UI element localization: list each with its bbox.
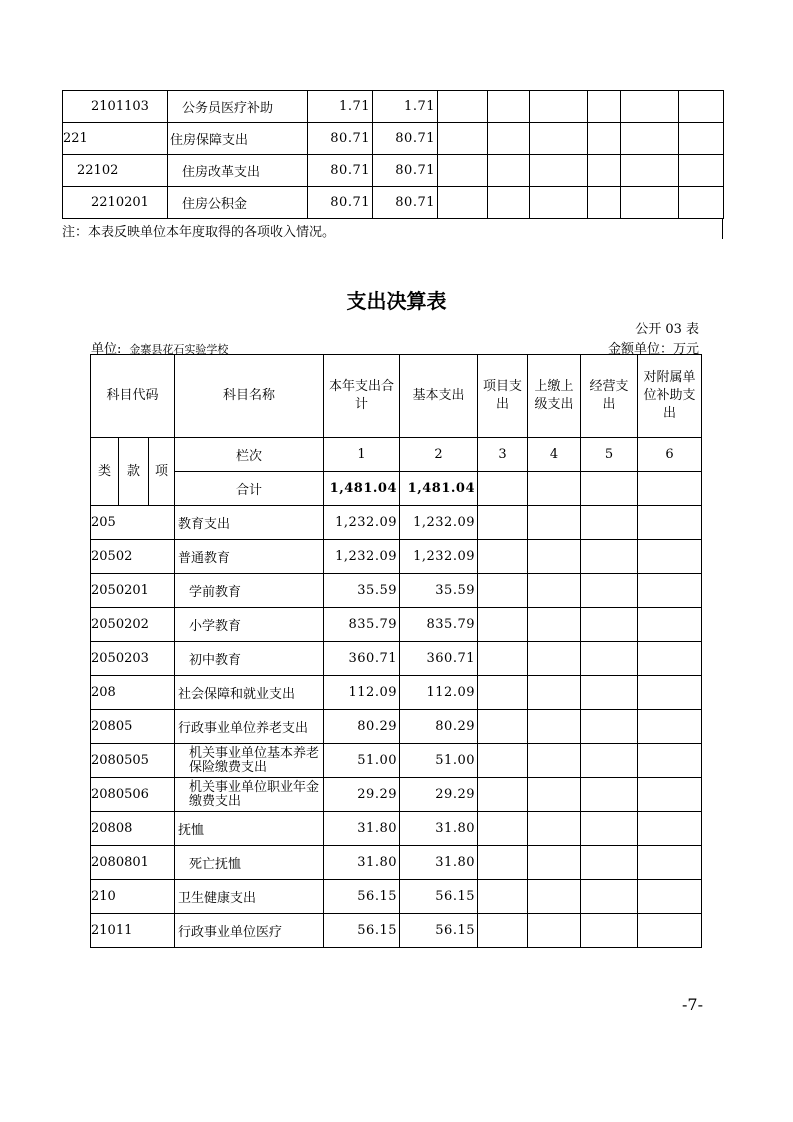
sum-project (478, 472, 528, 506)
row-code: 205 (91, 506, 175, 540)
row-basic: 29.29 (400, 778, 478, 812)
empty-cell (478, 642, 528, 676)
empty-cell (581, 778, 638, 812)
empty-cell (528, 642, 581, 676)
empty-cell (478, 880, 528, 914)
col-number-4: 4 (528, 438, 581, 472)
empty-cell (478, 846, 528, 880)
empty-cell (478, 574, 528, 608)
sum-label: 合计 (175, 472, 324, 506)
table-row (63, 123, 724, 155)
empty-cell (478, 812, 528, 846)
row-name: 机关事业单位基本养老保险缴费支出 (175, 744, 324, 778)
row-basic: 835.79 (400, 608, 478, 642)
empty-cell (488, 91, 530, 123)
empty-cell (581, 676, 638, 710)
col-number-2: 2 (400, 438, 478, 472)
empty-cell (588, 187, 621, 219)
empty-cell (679, 155, 724, 187)
empty-cell (588, 155, 621, 187)
row-basic: 1,232.09 (400, 506, 478, 540)
table-row (91, 608, 702, 642)
header-basic: 基本支出 (400, 355, 478, 438)
empty-cell (528, 778, 581, 812)
table-row (91, 880, 702, 914)
row-basic: 80.71 (373, 187, 438, 219)
row-basic: 1.71 (373, 91, 438, 123)
empty-cell (638, 574, 702, 608)
row-basic: 31.80 (400, 812, 478, 846)
unit-name: 金寨县花石实验学校 (129, 343, 229, 356)
empty-cell (581, 812, 638, 846)
empty-cell (638, 540, 702, 574)
empty-cell (638, 880, 702, 914)
empty-cell (478, 608, 528, 642)
empty-cell (478, 540, 528, 574)
col-number-1: 1 (324, 438, 400, 472)
empty-cell (528, 710, 581, 744)
row-name: 小学教育 (175, 608, 324, 642)
row-basic: 31.80 (400, 846, 478, 880)
empty-cell (581, 744, 638, 778)
row-name: 初中教育 (175, 642, 324, 676)
row-name: 行政事业单位医疗 (175, 914, 324, 948)
row-code: 2050201 (91, 574, 175, 608)
row-name: 普通教育 (175, 540, 324, 574)
empty-cell (528, 846, 581, 880)
table-row (91, 914, 702, 948)
sum-upper (528, 472, 581, 506)
header-xiang: 项 (149, 438, 175, 506)
empty-cell (679, 91, 724, 123)
empty-cell (528, 540, 581, 574)
row-code: 2050202 (91, 608, 175, 642)
row-name: 住房保障支出 (168, 123, 308, 155)
empty-cell (581, 914, 638, 948)
row-code: 2080801 (91, 846, 175, 880)
row-name: 教育支出 (175, 506, 324, 540)
empty-cell (581, 710, 638, 744)
table-row (91, 744, 702, 778)
row-total: 1.71 (308, 91, 373, 123)
empty-cell (581, 574, 638, 608)
top-continuation-table (62, 90, 724, 219)
row-name: 住房改革支出 (168, 155, 308, 187)
empty-cell (438, 155, 488, 187)
table-row (91, 778, 702, 812)
empty-cell (638, 506, 702, 540)
empty-cell (530, 187, 588, 219)
empty-cell (478, 506, 528, 540)
row-total: 29.29 (324, 778, 400, 812)
header-operating: 经营支出 (581, 355, 638, 438)
empty-cell (638, 812, 702, 846)
row-code: 208 (91, 676, 175, 710)
header-name: 科目名称 (175, 355, 324, 438)
expense-table-header (91, 355, 702, 506)
sum-basic: 1,481.04 (400, 472, 478, 506)
expense-table-body (91, 506, 702, 948)
header-lanci: 栏次 (175, 438, 324, 472)
empty-cell (638, 914, 702, 948)
row-total: 51.00 (324, 744, 400, 778)
empty-cell (581, 846, 638, 880)
empty-cell (621, 155, 679, 187)
row-basic: 80.71 (373, 123, 438, 155)
empty-cell (478, 914, 528, 948)
empty-cell (621, 123, 679, 155)
empty-cell (528, 812, 581, 846)
page-title: 支出决算表 (346, 289, 447, 313)
table-note: 注：本表反映单位本年度取得的各项收入情况。 (62, 225, 336, 240)
empty-cell (581, 506, 638, 540)
table-row (63, 187, 724, 219)
empty-cell (528, 744, 581, 778)
row-total: 1,232.09 (324, 506, 400, 540)
empty-cell (588, 123, 621, 155)
empty-cell (638, 744, 702, 778)
col-number-3: 3 (478, 438, 528, 472)
header-lei: 类 (91, 438, 119, 506)
empty-cell (588, 91, 621, 123)
row-code: 2080506 (91, 778, 175, 812)
empty-cell (438, 91, 488, 123)
row-name: 死亡抚恤 (175, 846, 324, 880)
row-basic: 1,232.09 (400, 540, 478, 574)
row-basic: 56.15 (400, 880, 478, 914)
sum-total: 1,481.04 (324, 472, 400, 506)
row-code: 2050203 (91, 642, 175, 676)
empty-cell (528, 608, 581, 642)
table-row (63, 155, 724, 187)
header-upper: 上缴上级支出 (528, 355, 581, 438)
header-subsidy: 对附属单位补助支出 (638, 355, 702, 438)
row-total: 31.80 (324, 846, 400, 880)
col-number-6: 6 (638, 438, 702, 472)
row-basic: 80.71 (373, 155, 438, 187)
row-basic: 35.59 (400, 574, 478, 608)
row-name: 学前教育 (175, 574, 324, 608)
table-row (91, 676, 702, 710)
empty-cell (488, 187, 530, 219)
row-name: 公务员医疗补助 (168, 91, 308, 123)
row-basic: 51.00 (400, 744, 478, 778)
empty-cell (438, 123, 488, 155)
row-name: 社会保障和就业支出 (175, 676, 324, 710)
row-total: 80.29 (324, 710, 400, 744)
table-row (91, 574, 702, 608)
row-total: 360.71 (324, 642, 400, 676)
empty-cell (488, 155, 530, 187)
row-code: 221 (63, 123, 168, 155)
empty-cell (679, 123, 724, 155)
empty-cell (528, 574, 581, 608)
row-total: 56.15 (324, 914, 400, 948)
table-row (91, 540, 702, 574)
empty-cell (478, 778, 528, 812)
row-code: 2101103 (63, 91, 168, 123)
empty-cell (528, 880, 581, 914)
empty-cell (621, 187, 679, 219)
row-total: 56.15 (324, 880, 400, 914)
table-row (63, 91, 724, 123)
table-row (91, 710, 702, 744)
row-total: 80.71 (308, 187, 373, 219)
empty-cell (478, 744, 528, 778)
top-table-body (63, 91, 724, 219)
row-code: 20805 (91, 710, 175, 744)
empty-cell (581, 608, 638, 642)
row-total: 1,232.09 (324, 540, 400, 574)
empty-cell (638, 608, 702, 642)
row-code: 22102 (63, 155, 168, 187)
empty-cell (638, 710, 702, 744)
empty-cell (638, 676, 702, 710)
row-code: 20808 (91, 812, 175, 846)
row-total: 80.71 (308, 155, 373, 187)
table-row (91, 642, 702, 676)
table-border-line (722, 219, 723, 239)
row-basic: 56.15 (400, 914, 478, 948)
row-basic: 360.71 (400, 642, 478, 676)
header-code: 科目代码 (91, 355, 175, 438)
row-code: 2210201 (63, 187, 168, 219)
empty-cell (581, 642, 638, 676)
empty-cell (438, 187, 488, 219)
row-total: 80.71 (308, 123, 373, 155)
row-total: 835.79 (324, 608, 400, 642)
sum-operating (581, 472, 638, 506)
empty-cell (488, 123, 530, 155)
page-number: -7- (682, 995, 703, 1014)
row-basic: 80.29 (400, 710, 478, 744)
empty-cell (478, 710, 528, 744)
empty-cell (528, 506, 581, 540)
empty-cell (528, 914, 581, 948)
unit-label: 单位: (91, 342, 122, 357)
amount-unit: 金额单位：万元 (607, 342, 699, 357)
empty-cell (638, 846, 702, 880)
empty-cell (679, 187, 724, 219)
empty-cell (530, 155, 588, 187)
empty-cell (528, 676, 581, 710)
col-number-5: 5 (581, 438, 638, 472)
sum-subsidy (638, 472, 702, 506)
empty-cell (638, 642, 702, 676)
row-name: 卫生健康支出 (175, 880, 324, 914)
header-total: 本年支出合计 (324, 355, 400, 438)
row-code: 210 (91, 880, 175, 914)
empty-cell (638, 778, 702, 812)
table-row (91, 812, 702, 846)
row-total: 112.09 (324, 676, 400, 710)
row-name: 住房公积金 (168, 187, 308, 219)
table-row (91, 506, 702, 540)
empty-cell (478, 676, 528, 710)
row-code: 20502 (91, 540, 175, 574)
row-code: 21011 (91, 914, 175, 948)
empty-cell (621, 91, 679, 123)
empty-cell (530, 91, 588, 123)
empty-cell (581, 540, 638, 574)
row-basic: 112.09 (400, 676, 478, 710)
header-project: 项目支出 (478, 355, 528, 438)
row-total: 31.80 (324, 812, 400, 846)
row-total: 35.59 (324, 574, 400, 608)
empty-cell (530, 123, 588, 155)
row-name: 机关事业单位职业年金缴费支出 (175, 778, 324, 812)
form-number: 公开 03 表 (635, 322, 699, 337)
table-row (91, 846, 702, 880)
header-kuan: 款 (119, 438, 149, 506)
row-name: 抚恤 (175, 812, 324, 846)
row-code: 2080505 (91, 744, 175, 778)
empty-cell (581, 880, 638, 914)
expense-table (90, 354, 702, 948)
row-name: 行政事业单位养老支出 (175, 710, 324, 744)
